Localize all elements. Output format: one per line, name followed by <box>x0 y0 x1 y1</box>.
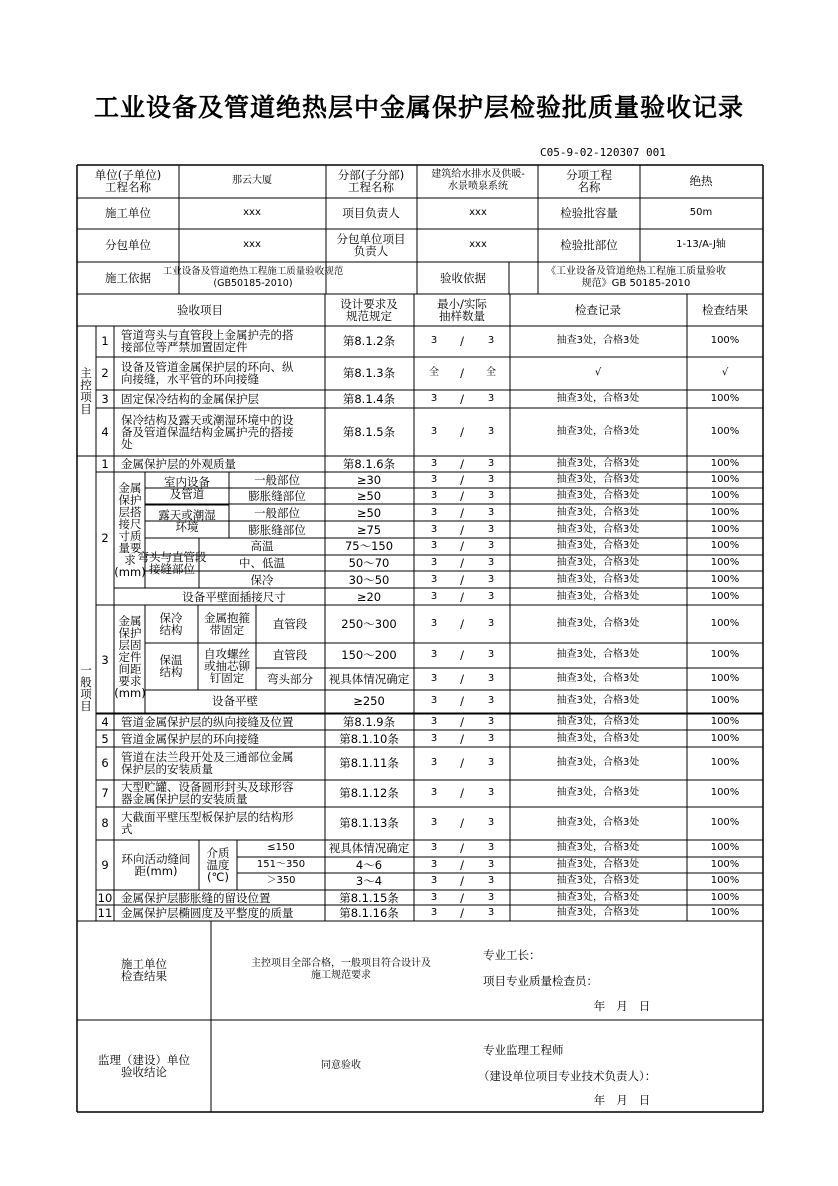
col-min: 最小/实际 抽样数量 <box>437 297 487 323</box>
act-count: 3 <box>487 817 495 828</box>
engineer-label: 专业监理工程师 <box>483 1043 564 1057</box>
record-cell: 抽查3处，合格3处 <box>556 474 640 485</box>
unit-label: 单位(子单位) 工程名称 <box>94 168 162 194</box>
gen3-label: 金属 保护 层固 定件 间距 要求 (mm) <box>114 614 146 700</box>
act-count: 3 <box>487 458 495 469</box>
slash: / <box>460 672 464 686</box>
req-cell: ≥50 <box>356 506 382 520</box>
act-count: 3 <box>487 673 495 684</box>
act-count: 3 <box>487 490 495 501</box>
gen9-label: 环向活动缝间 距(mm) <box>121 852 191 878</box>
record-cell: 抽查3处，合格3处 <box>556 507 640 518</box>
record-cell: 抽查3处，合格3处 <box>556 574 640 585</box>
req-cell: 第8.1.2条 <box>342 334 396 348</box>
row-number: 4 <box>101 715 109 729</box>
slash: / <box>460 715 464 729</box>
min-count: 3 <box>430 673 438 684</box>
group-elbow: 弯头与直管段 接缝部位 <box>137 550 207 576</box>
record-cell: √ <box>594 367 602 378</box>
row-number: 1 <box>101 334 109 348</box>
result-cell: 100% <box>710 875 740 886</box>
row-number: 2 <box>101 531 109 545</box>
min-count: 3 <box>430 907 438 918</box>
pm-label: 项目负责人 <box>342 206 400 220</box>
result-cell: √ <box>721 367 729 378</box>
min-count: 全 <box>429 367 439 378</box>
req-cell: 75～150 <box>344 539 394 553</box>
row-number: 8 <box>101 816 109 830</box>
group-outdoor: 露天或潮湿 环境 <box>158 508 216 534</box>
result-cell: 100% <box>710 426 740 437</box>
row-number: 3 <box>101 392 109 406</box>
slash: / <box>460 425 464 439</box>
accept-label: 验收依据 <box>440 271 486 285</box>
result-cell: 100% <box>710 787 740 798</box>
item-text: 金属保护层椭圆度及平整度的质量 <box>121 906 294 920</box>
record-cell: 抽查3处，合格3处 <box>556 907 640 918</box>
act-count: 3 <box>487 618 495 629</box>
min-count: 3 <box>430 618 438 629</box>
row-number: 10 <box>97 891 113 905</box>
req-cell: 第8.1.12条 <box>339 786 399 800</box>
result-cell: 100% <box>710 490 740 501</box>
item-text: 管道弯头与直管段上金属护壳的搭 接部位等严禁加置固定件 <box>121 328 294 354</box>
item-text: 金属保护层膨胀缝的留设位置 <box>121 891 271 905</box>
req-cell: 第8.1.15条 <box>339 891 399 905</box>
min-count: 3 <box>430 842 438 853</box>
slash: / <box>460 617 464 631</box>
sub-label: 分包单位 <box>105 238 151 252</box>
req-cell: 第8.1.11条 <box>339 756 399 770</box>
act-count: 3 <box>487 426 495 437</box>
sub-label: 弯头部分 <box>267 672 313 686</box>
row-number: 1 <box>101 457 109 471</box>
req-cell: 第8.1.6条 <box>342 457 396 471</box>
act-count: 3 <box>487 335 495 346</box>
req-cell: ≥250 <box>353 694 385 708</box>
slash: / <box>460 334 464 348</box>
result-cell: 100% <box>710 716 740 727</box>
col-result: 检查结果 <box>702 303 748 317</box>
row-number: 11 <box>97 906 113 920</box>
slash: / <box>460 457 464 471</box>
min-count: 3 <box>430 524 438 535</box>
min-count: 3 <box>430 817 438 828</box>
req-cell: 第8.1.10条 <box>339 732 399 746</box>
act-count: 3 <box>487 842 495 853</box>
sub-label: 膨胀缝部位 <box>248 489 306 503</box>
sub-label: 高温 <box>250 539 274 553</box>
slash: / <box>460 786 464 800</box>
check-text: 主控项目全部合格，一般项目符合设计及 施工规范要求 <box>251 958 431 981</box>
sub-label: 膨胀缝部位 <box>248 523 306 537</box>
record-cell: 抽查3处，合格3处 <box>556 426 640 437</box>
slash: / <box>460 392 464 406</box>
slash: / <box>460 816 464 830</box>
record-cell: 抽查3处，合格3处 <box>556 716 640 727</box>
capacity-label: 检验批容量 <box>560 206 618 220</box>
req-cell: 第8.1.5条 <box>342 425 396 439</box>
screw-fixing: 自攻螺丝 或抽芯铆 钉固定 <box>204 647 250 685</box>
slash: / <box>460 858 464 872</box>
sub-label: 一般部位 <box>254 473 300 487</box>
result-cell: 100% <box>710 618 740 629</box>
slash: / <box>460 506 464 520</box>
contractor-value: xxx <box>243 207 261 218</box>
sub-pm-value: xxx <box>469 239 487 250</box>
medium-temp: 介质 温度 (℃) <box>206 846 230 884</box>
act-count: 3 <box>487 695 495 706</box>
record-cell: 抽查3处，合格3处 <box>556 618 640 629</box>
item-label: 分项工程 名称 <box>566 168 612 194</box>
slash: / <box>460 539 464 553</box>
supervision-text: 同意验收 <box>321 1060 361 1071</box>
col-items: 验收项目 <box>177 303 223 317</box>
slash: / <box>460 573 464 587</box>
result-cell: 100% <box>710 757 740 768</box>
result-cell: 100% <box>710 649 740 660</box>
result-cell: 100% <box>710 892 740 903</box>
min-count: 3 <box>430 557 438 568</box>
req-cell: 50～70 <box>348 556 390 570</box>
item-text: 管道金属保护层的纵向接缝及位置 <box>121 715 294 729</box>
min-count: 3 <box>430 859 438 870</box>
item-text: 固定保冷结构的金属保护层 <box>121 392 259 406</box>
act-count: 3 <box>487 507 495 518</box>
sub-label: 直管段 <box>272 617 308 631</box>
req-cell: 第8.1.16条 <box>339 906 399 920</box>
req-cell: ≥20 <box>356 590 382 604</box>
sub-label: 设备平壁 <box>212 694 258 708</box>
col-req: 设计要求及 规范规定 <box>340 297 398 323</box>
pm-value: xxx <box>469 207 487 218</box>
row-number: 9 <box>101 858 109 872</box>
record-cell: 抽查3处，合格3处 <box>556 490 640 501</box>
min-count: 3 <box>430 591 438 602</box>
item-value: 绝热 <box>689 174 713 188</box>
req-cell: 第8.1.4条 <box>342 392 396 406</box>
subdiv-label: 分部(子分部) 工程名称 <box>337 168 405 194</box>
min-count: 3 <box>430 695 438 706</box>
row-number: 5 <box>101 732 109 746</box>
record-cell: 抽查3处，合格3处 <box>556 817 640 828</box>
slash: / <box>460 906 464 920</box>
row-number: 2 <box>101 366 109 380</box>
sub-label: ＞350 <box>266 875 296 886</box>
slash: / <box>460 590 464 604</box>
slash: / <box>460 732 464 746</box>
item-text: 设备及管道金属保护层的环向、纵 向接缝，水平管的环向接缝 <box>121 360 294 386</box>
record-cell: 抽查3处，合格3处 <box>556 695 640 706</box>
min-count: 3 <box>430 757 438 768</box>
record-cell: 抽查3处，合格3处 <box>556 458 640 469</box>
act-count: 3 <box>487 892 495 903</box>
slash: / <box>460 489 464 503</box>
act-count: 3 <box>487 591 495 602</box>
result-cell: 100% <box>710 842 740 853</box>
min-count: 3 <box>430 649 438 660</box>
act-count: 3 <box>487 787 495 798</box>
req-cell: 视具体情况确定 <box>328 672 410 686</box>
record-cell: 抽查3处，合格3处 <box>556 335 640 346</box>
act-count: 3 <box>487 875 495 886</box>
hot-structure: 保温 结构 <box>159 653 183 679</box>
req-cell: 150～200 <box>341 648 397 662</box>
req-cell: ≥30 <box>356 473 382 487</box>
record-cell: 抽查3处，合格3处 <box>556 524 640 535</box>
result-cell: 100% <box>710 393 740 404</box>
act-count: 3 <box>487 474 495 485</box>
record-cell: 抽查3处，合格3处 <box>556 875 640 886</box>
supervision-label: 监理（建设）单位 验收结论 <box>98 1053 190 1079</box>
sub-value: xxx <box>243 239 261 250</box>
capacity-value: 50m <box>689 207 713 218</box>
min-count: 3 <box>430 335 438 346</box>
result-cell: 100% <box>710 591 740 602</box>
act-count: 全 <box>486 367 496 378</box>
record-cell: 抽查3处，合格3处 <box>556 649 640 660</box>
result-cell: 100% <box>710 695 740 706</box>
record-cell: 抽查3处，合格3处 <box>556 393 640 404</box>
result-cell: 100% <box>710 458 740 469</box>
cold-structure: 保冷 结构 <box>159 611 183 637</box>
sub-label: 151～350 <box>256 859 306 870</box>
accept-value: 《工业设备及管道绝热工程施工质量验收 规范》GB 50185-2010 <box>546 266 726 289</box>
date-check: 年 月 日 <box>593 999 651 1013</box>
page-title: 工业设备及管道绝热层中金属保护层检验批质量验收记录 <box>93 93 744 122</box>
min-count: 3 <box>430 716 438 727</box>
min-count: 3 <box>430 733 438 744</box>
location-value: 1-13/A-J轴 <box>676 239 726 250</box>
sub-pm-label: 分包单位项目 负责人 <box>336 232 406 258</box>
record-cell: 抽查3处，合格3处 <box>556 540 640 551</box>
min-count: 3 <box>430 540 438 551</box>
item-text: 保冷结构及露天或潮湿环境中的设 备及管道保温结构金属护壳的搭接 处 <box>121 413 294 451</box>
req-cell: 第8.1.3条 <box>342 366 396 380</box>
result-cell: 100% <box>710 540 740 551</box>
act-count: 3 <box>487 716 495 727</box>
row-number: 6 <box>101 756 109 770</box>
main-group-label: 主 控 项 目 <box>80 366 92 416</box>
result-cell: 100% <box>710 859 740 870</box>
min-count: 3 <box>430 474 438 485</box>
item-text: 大截面平壁压型板保护层的结构形 式 <box>121 810 294 836</box>
act-count: 3 <box>487 859 495 870</box>
check-label: 施工单位 检查结果 <box>121 957 167 983</box>
result-cell: 100% <box>710 524 740 535</box>
record-cell: 抽查3处，合格3处 <box>556 842 640 853</box>
contractor-label: 施工单位 <box>105 206 151 220</box>
record-cell: 抽查3处，合格3处 <box>556 591 640 602</box>
item-text: 金属保护层的外观质量 <box>121 457 236 471</box>
basis-label: 施工依据 <box>105 271 151 285</box>
result-cell: 100% <box>710 557 740 568</box>
document-number: C05-9-02-120307 001 <box>540 146 666 159</box>
min-count: 3 <box>430 426 438 437</box>
record-cell: 抽查3处，合格3处 <box>556 757 640 768</box>
slash: / <box>460 841 464 855</box>
result-cell: 100% <box>710 507 740 518</box>
inspector-label: 项目专业质量检查员： <box>483 974 598 988</box>
result-cell: 100% <box>710 574 740 585</box>
min-count: 3 <box>430 892 438 903</box>
result-cell: 100% <box>710 907 740 918</box>
min-count: 3 <box>430 875 438 886</box>
item-text: 管道在法兰段开处及三通部位金属 保护层的安装质量 <box>121 750 294 776</box>
unit-value: 那云大厦 <box>232 175 272 186</box>
act-count: 3 <box>487 393 495 404</box>
basis-value: 工业设备及管道绝热工程施工质量验收规范 (GB50185-2010) <box>162 266 344 289</box>
location-label: 检验批部位 <box>560 238 618 252</box>
slash: / <box>460 756 464 770</box>
req-cell: 3～4 <box>355 874 383 888</box>
foreman-label: 专业工长： <box>483 948 541 962</box>
req-cell: 视具体情况确定 <box>328 841 410 855</box>
slash: / <box>460 523 464 537</box>
gen2-label: 金属 保护 层搭 接尺 寸质 量要 求 (mm) <box>114 481 146 579</box>
result-cell: 100% <box>710 474 740 485</box>
slash: / <box>460 366 464 380</box>
sub-label: 保冷 <box>250 573 274 587</box>
sub-label: 中、低温 <box>239 556 285 570</box>
record-cell: 抽查3处，合格3处 <box>556 557 640 568</box>
result-cell: 100% <box>710 673 740 684</box>
slash: / <box>460 473 464 487</box>
result-cell: 100% <box>710 733 740 744</box>
tech-label: （建设单位项目专业技术负责人）： <box>478 1069 657 1083</box>
slash: / <box>460 874 464 888</box>
act-count: 3 <box>487 540 495 551</box>
record-cell: 抽查3处，合格3处 <box>556 733 640 744</box>
row-number: 4 <box>101 425 109 439</box>
col-record: 检查记录 <box>575 303 621 317</box>
req-cell: 30～50 <box>348 573 390 587</box>
subdiv-value: 建筑给水排水及供暖- 水景喷泉系统 <box>431 169 525 192</box>
req-cell: 第8.1.13条 <box>339 816 399 830</box>
sub-label: 一般部位 <box>254 506 300 520</box>
act-count: 3 <box>487 907 495 918</box>
min-count: 3 <box>430 393 438 404</box>
group-indoor: 室内设备 及管道 <box>164 475 210 501</box>
slash: / <box>460 694 464 708</box>
min-count: 3 <box>430 490 438 501</box>
act-count: 3 <box>487 733 495 744</box>
min-count: 3 <box>430 458 438 469</box>
item-text: 大型贮罐、设备圆形封头及球形容 器金属保护层的安装质量 <box>121 780 294 806</box>
act-count: 3 <box>487 524 495 535</box>
act-count: 3 <box>487 557 495 568</box>
min-count: 3 <box>430 574 438 585</box>
row-number: 7 <box>101 786 109 800</box>
sub-label: ≤150 <box>267 842 295 853</box>
req-cell: ≥50 <box>356 489 382 503</box>
record-cell: 抽查3处，合格3处 <box>556 892 640 903</box>
min-count: 3 <box>430 507 438 518</box>
sub-label: 直管段 <box>272 648 308 662</box>
general-group-label: 一 般 项 目 <box>80 663 92 713</box>
record-cell: 抽查3处，合格3处 <box>556 673 640 684</box>
result-cell: 100% <box>710 817 740 828</box>
act-count: 3 <box>487 757 495 768</box>
record-cell: 抽查3处，合格3处 <box>556 859 640 870</box>
record-cell: 抽查3处，合格3处 <box>556 787 640 798</box>
slash: / <box>460 648 464 662</box>
sub-label: 设备平壁面插接尺寸 <box>182 590 286 604</box>
slash: / <box>460 556 464 570</box>
req-cell: 4～6 <box>355 858 383 872</box>
item-text: 管道金属保护层的环向接缝 <box>121 732 259 746</box>
req-cell: ≥75 <box>356 523 382 537</box>
date-supervision: 年 月 日 <box>593 1093 651 1107</box>
min-count: 3 <box>430 787 438 798</box>
act-count: 3 <box>487 574 495 585</box>
result-cell: 100% <box>710 335 740 346</box>
row-number: 3 <box>101 653 109 667</box>
slash: / <box>460 891 464 905</box>
req-cell: 250～300 <box>341 617 397 631</box>
req-cell: 第8.1.9条 <box>342 715 396 729</box>
act-count: 3 <box>487 649 495 660</box>
clamp-fixing: 金属抱箍 带固定 <box>204 611 250 637</box>
